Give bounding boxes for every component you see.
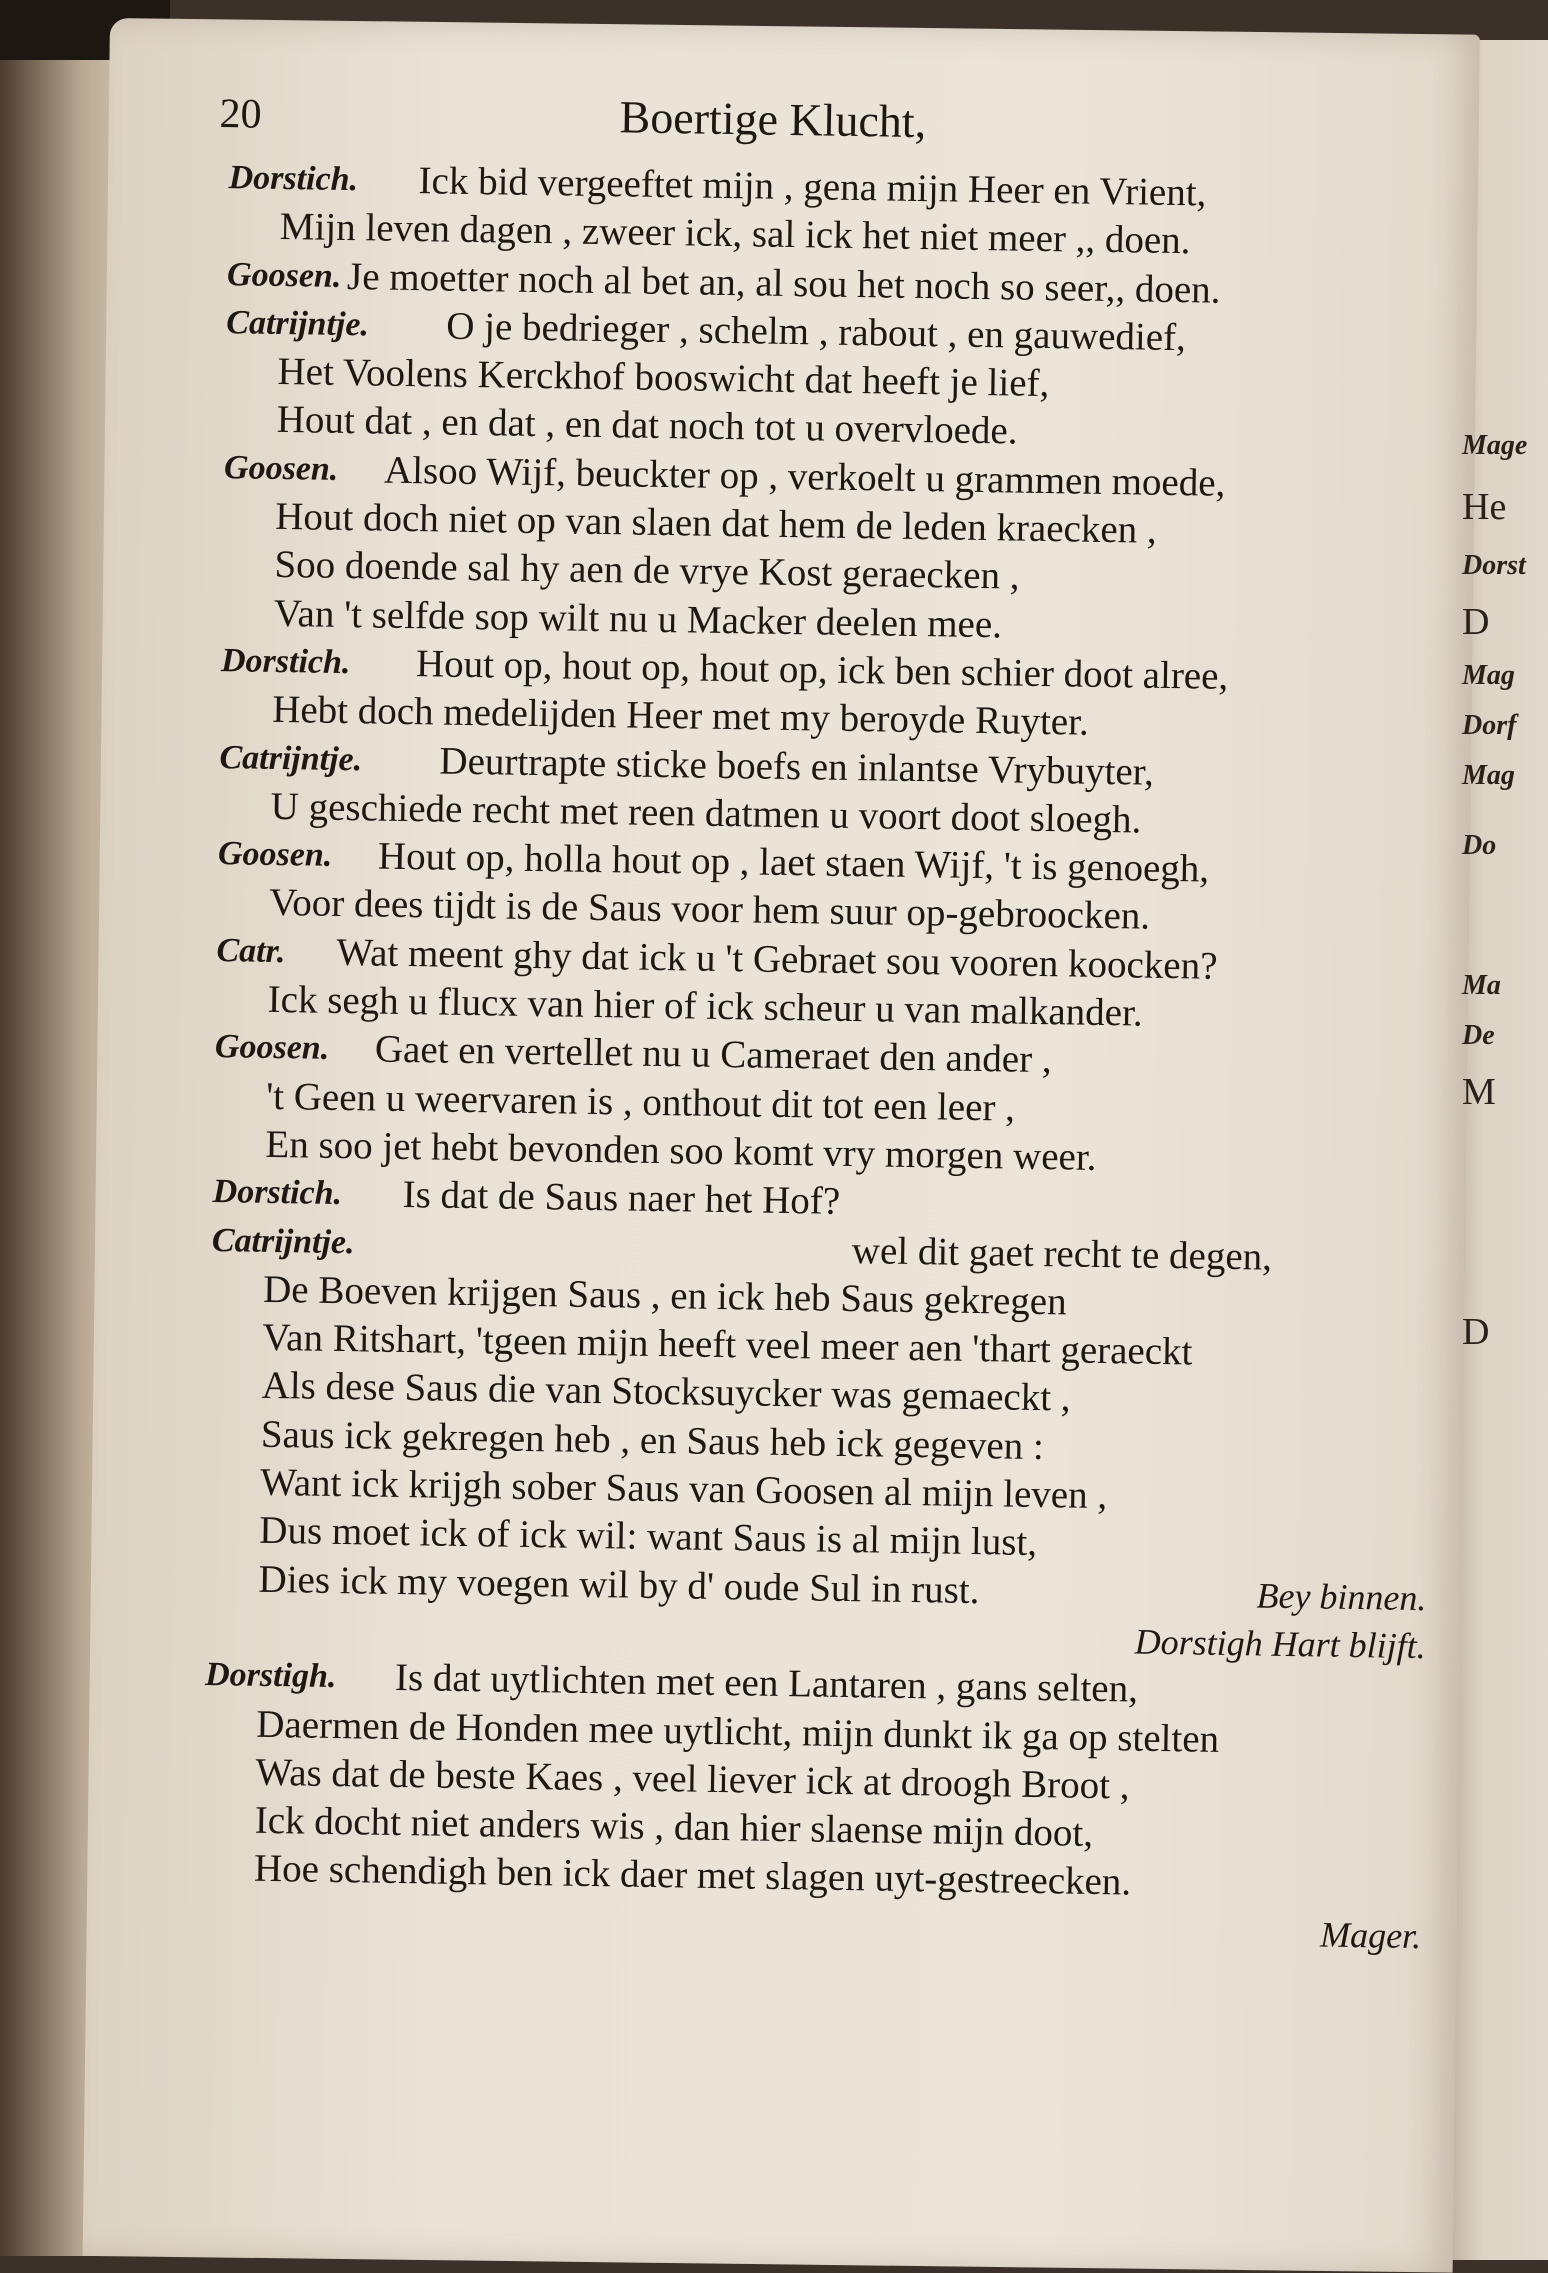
stage-direction: Bey binnen. (1256, 1575, 1427, 1618)
verse-text: En soo jet hebt bevonden soo komt vry morgen weer. (265, 1122, 1097, 1179)
verse-text: Ick bid vergeeftet mijn , gena mijn Heer en Vrient, (418, 159, 1207, 215)
speaker-name: Dorstich. (228, 159, 359, 199)
speaker-name: Goosen. (217, 835, 333, 875)
verse-text: Want ick krijgh sober Saus van Goosen al mijn leven , (259, 1460, 1108, 1518)
facing-page-fragment: He (1462, 486, 1507, 528)
speaker-name: Catrijntje. (211, 1221, 355, 1261)
verse-text: Voor dees tijdt is de Saus voor hem suur op-gebroocken. (268, 881, 1151, 939)
verse-text: Gaet en vertellet nu u Cameraet den ander , (374, 1027, 1052, 1082)
verse-text: Is dat de Saus naer het Hof? (402, 1173, 841, 1224)
facing-page-fragment: Dorf (1462, 710, 1517, 741)
verse-text: 't Geen u weervaren is , onthout dit tot een leer , (265, 1074, 1016, 1130)
speaker-name: Goosen. (223, 448, 339, 488)
facing-page-fragment: M (1462, 1071, 1496, 1113)
facing-page-fragment: D (1462, 1311, 1490, 1353)
running-title: Boertige Klucht, (619, 91, 927, 148)
verse-text: Alsoo Wijf, beuckter op , verkoelt u grammen moede, (383, 448, 1226, 505)
verse-text: De Boeven krijgen Saus , en ick heb Saus gekregen (262, 1267, 1068, 1324)
verse-text: Is dat uytlichten met een Lantaren , gans selten, (394, 1656, 1139, 1711)
verse-text: Hout op, hout op, hout op, ick ben schier doot alree, (415, 642, 1229, 698)
facing-page-fragment: De (1462, 1020, 1495, 1051)
speaker-name: Dorstich. (220, 642, 351, 682)
verse-text: Hoe schendigh ben ick daer met slagen uyt-gestreecken. (253, 1847, 1132, 1904)
facing-page-fragment: Dorst (1462, 550, 1526, 581)
stage-direction: Mager. (1319, 1914, 1422, 1956)
verse-text: Je moetter noch al bet an, al sou het noch so seer,, doen. (346, 254, 1221, 312)
verse-text: Wat meent ghy dat ick u 't Gebraet sou vooren koocken? (336, 930, 1218, 988)
facing-page-fragment: Mage (1462, 430, 1528, 461)
verse-text: Saus ick gekregen heb , en Saus heb ick gegeven : (260, 1412, 1045, 1468)
speaker-name: Dorstich. (212, 1173, 343, 1213)
facing-page-fragment: Mag (1462, 760, 1515, 791)
verse-text: Hout dat , en dat , en dat noch tot u overvloede. (276, 398, 1018, 454)
verse-text: Mijn leven dagen , zweer ick, sal ick het niet meer ,, doen. (279, 205, 1191, 263)
facing-page-fragment: Ma (1462, 970, 1501, 1001)
page-number: 20 (219, 90, 262, 138)
speaker-name: Goosen. (214, 1028, 330, 1068)
verse-text: Was dat de beste Kaes , veel liever ick at droogh Broot , (255, 1750, 1130, 1808)
verse-lines (191, 154, 1449, 1960)
verse-text: Daermen de Honden mee uytlicht, mijn dunkt ik ga op stelten (256, 1702, 1220, 1761)
verse-text: Hout op, holla hout op , laet staen Wijf, 't is genoegh, (377, 834, 1210, 891)
verse-text: Ick docht niet anders wis , dan hier slaense mijn doot, (254, 1798, 1094, 1856)
verse-text: Dus moet ick of ick wil: want Saus is al mijn lust, (259, 1509, 1038, 1565)
facing-page-fragment: Do (1462, 830, 1497, 861)
page-text (191, 90, 1450, 1960)
verse-text: Ick segh u flucx van hier of ick scheur u van malkander. (267, 977, 1143, 1035)
verse-text: Als dese Saus die van Stocksuycker was gemaeckt , (261, 1364, 1071, 1420)
verse-text: Dies ick my voegen wil by d' oude Sul in rust. (258, 1557, 980, 1612)
verse-text: Het Voolens Kerckhof booswicht dat heeft je lief, (277, 350, 1050, 406)
speaker-name: Catrijntje. (219, 738, 363, 778)
speaker-name: Goosen. (226, 255, 342, 295)
facing-page-fragments (1462, 430, 1548, 1430)
verse-text: U geschiede recht met reen datmen u voort doot sloegh. (270, 784, 1142, 842)
verse-text: wel dit gaet recht te degen, (851, 1228, 1273, 1279)
speaker-name: Catr. (216, 931, 286, 970)
verse-text: Van Ritshart, 'tgeen mijn heeft veel meer aen 'thart geraeckt (262, 1315, 1193, 1374)
verse-text: Hout doch niet op van slaen dat hem de leden kraecken , (274, 495, 1158, 552)
speaker-name: Dorstigh. (204, 1656, 337, 1696)
verse-text: Deurtrapte sticke boefs en inlantse Vrybuyter, (439, 739, 1155, 794)
verse-text: Van 't selfde sop wilt nu u Macker deelen mee. (273, 591, 1003, 647)
verse-text: Hebt doch medelijden Heer met my beroyde Ruyter. (271, 688, 1090, 744)
stage-direction: Dorstigh Hart blijft. (1134, 1621, 1427, 1667)
speaker-name: Catrijntje. (226, 304, 370, 344)
verse-text: Soo doende sal hy aen de vrye Kost geraecken , (274, 543, 1020, 598)
verse-text: O je bedrieger , schelm , rabout , en gauwedief, (445, 304, 1187, 360)
facing-page-fragment: D (1462, 601, 1490, 643)
facing-page-fragment: Mag (1462, 660, 1515, 691)
